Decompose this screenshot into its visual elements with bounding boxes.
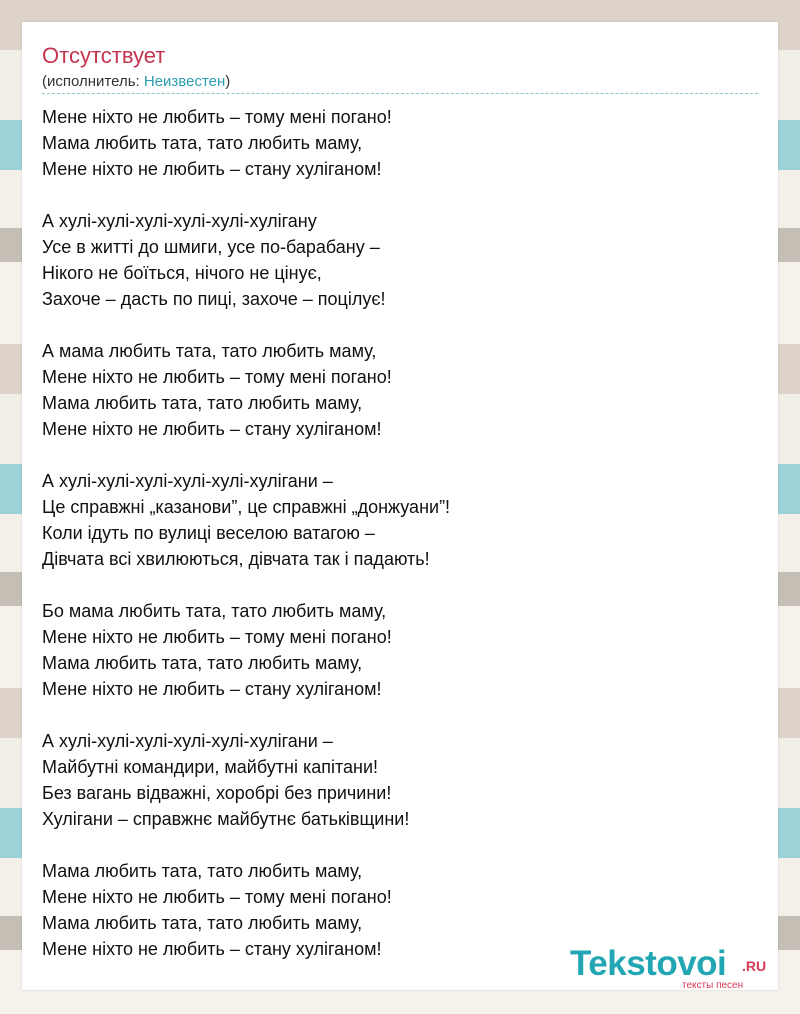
lyric-line: Бо мама любить тата, тато любить маму,: [42, 601, 387, 621]
lyric-line: А мама любить тата, тато любить маму,: [42, 341, 377, 361]
lyric-line: Дівчата всі хвилюються, дівчата так і падають!: [42, 549, 430, 569]
lyric-line: Мене ніхто не любить – стану хуліганом!: [42, 939, 382, 959]
lyric-line: Хулігани – справжнє майбутнє батьківщини!: [42, 809, 410, 829]
stanza: [42, 598, 758, 702]
stanza: [42, 208, 758, 312]
lyric-line: Мене ніхто не любить – тому мені погано!: [42, 107, 392, 127]
stanza: [42, 468, 758, 572]
lyric-line: Коли ідуть по вулиці веселою ватагою –: [42, 523, 375, 543]
lyric-line: Усе в житті до шмиги, усе по-барабану –: [42, 237, 380, 257]
title-divider: [42, 93, 758, 94]
lyric-line: А хулі-хулі-хулі-хулі-хулі-хулігани –: [42, 731, 333, 751]
lyric-line: Нікого не боїться, нічого не цінує,: [42, 263, 322, 283]
lyric-line: Мама любить тата, тато любить маму,: [42, 861, 363, 881]
lyric-line: Майбутні командири, майбутні капітани!: [42, 757, 379, 777]
lyric-line: Мене ніхто не любить – стану хуліганом!: [42, 419, 382, 439]
lyric-line: Мене ніхто не любить – стану хуліганом!: [42, 679, 382, 699]
artist-suffix: ): [225, 73, 231, 90]
stanza: [42, 104, 758, 182]
artist-line: [42, 72, 230, 92]
song-title: Отсутствует: [42, 43, 166, 68]
lyric-line: Це справжні „казанови”, це справжні „донжуани”!: [42, 497, 451, 517]
artist-prefix: (исполнитель:: [42, 73, 144, 90]
lyric-line: А хулі-хулі-хулі-хулі-хулі-хулігану: [42, 211, 317, 231]
lyric-line: Мене ніхто не любить – стану хуліганом!: [42, 159, 382, 179]
logo-tagline: тексты песен: [682, 980, 744, 991]
lyric-line: А хулі-хулі-хулі-хулі-хулі-хулігани –: [42, 471, 333, 491]
lyrics-body: [42, 104, 758, 988]
lyric-line: Мама любить тата, тато любить маму,: [42, 133, 363, 153]
lyric-line: Мама любить тата, тато любить маму,: [42, 653, 363, 673]
stanza: [42, 728, 758, 832]
lyric-line: Мене ніхто не любить – тому мені погано!: [42, 367, 392, 387]
artist-link[interactable]: Неизвестен: [143, 73, 226, 90]
lyric-line: Мама любить тата, тато любить маму,: [42, 393, 363, 413]
lyric-line: Мама любить тата, тато любить маму,: [42, 913, 363, 933]
stanza: [42, 338, 758, 442]
lyric-line: Без вагань відважні, хоробрі без причини!: [42, 783, 392, 803]
site-logo[interactable]: [570, 944, 770, 991]
lyrics-card: [22, 22, 778, 990]
lyric-line: Мене ніхто не любить – тому мені погано!: [42, 627, 392, 647]
lyric-line: Захоче – дасть по пиці, захоче – поцілує!: [42, 289, 386, 309]
lyric-line: Мене ніхто не любить – тому мені погано!: [42, 887, 392, 907]
logo-wordmark: Tekstovoi: [570, 944, 727, 983]
logo-tld: .RU: [742, 958, 767, 974]
